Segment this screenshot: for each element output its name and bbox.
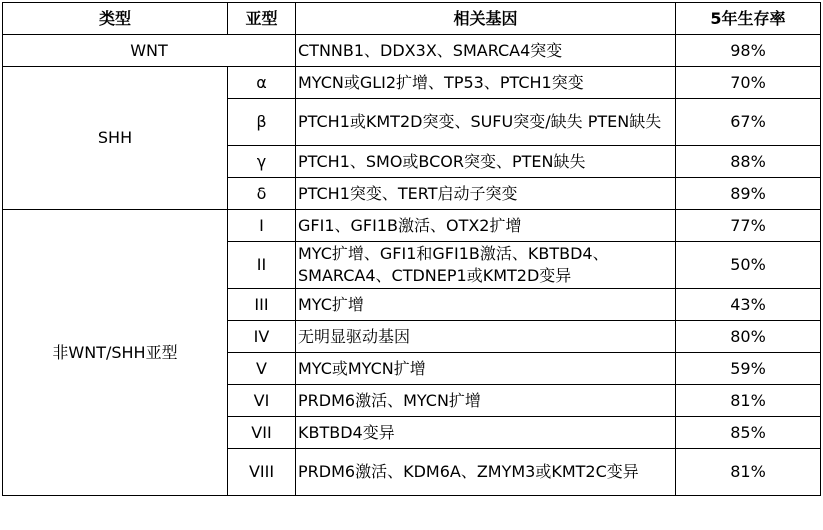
genes-cell: PTCH1或KMT2D突变、SUFU突变/缺失 PTEN缺失 (296, 99, 676, 146)
table-container (2, 2, 821, 496)
genes-cell: PTCH1突变、TERT启动子突变 (296, 178, 676, 210)
subtype-cell: VI (228, 385, 296, 417)
survival-cell: 70% (676, 67, 821, 99)
subtype-cell: I (228, 210, 296, 242)
header-type: 类型 (3, 3, 228, 35)
genes-cell: GFI1、GFI1B激活、OTX2扩增 (296, 210, 676, 242)
genes-cell: 无明显驱动基因 (296, 321, 676, 353)
subtype-cell: β (228, 99, 296, 146)
genes-cell: PRDM6激活、KDM6A、ZMYM3或KMT2C变异 (296, 449, 676, 496)
genes-cell: CTNNB1、DDX3X、SMARCA4突变 (296, 35, 676, 67)
survival-cell: 98% (676, 35, 821, 67)
header-subtype: 亚型 (228, 3, 296, 35)
header-survival: 5年生存率 (676, 3, 821, 35)
genes-cell: MYC或MYCN扩增 (296, 353, 676, 385)
subtype-cell: α (228, 67, 296, 99)
subtype-cell: II (228, 242, 296, 289)
type-cell: 非WNT/SHH亚型 (3, 210, 228, 496)
table-row (3, 210, 821, 242)
subtype-cell: δ (228, 178, 296, 210)
table-row (3, 35, 821, 67)
type-cell: SHH (3, 67, 228, 210)
genes-cell: KBTBD4变异 (296, 417, 676, 449)
subtype-cell: IV (228, 321, 296, 353)
survival-cell: 80% (676, 321, 821, 353)
survival-cell: 81% (676, 385, 821, 417)
header-row (3, 3, 821, 35)
survival-cell: 43% (676, 289, 821, 321)
genes-cell: MYC扩增 (296, 289, 676, 321)
survival-cell: 89% (676, 178, 821, 210)
medulloblastoma-subtype-table (2, 2, 821, 496)
genes-cell: PRDM6激活、MYCN扩增 (296, 385, 676, 417)
survival-cell: 67% (676, 99, 821, 146)
subtype-cell: γ (228, 146, 296, 178)
survival-cell: 59% (676, 353, 821, 385)
survival-cell: 85% (676, 417, 821, 449)
subtype-cell: III (228, 289, 296, 321)
type-cell: WNT (3, 35, 296, 67)
survival-cell: 50% (676, 242, 821, 289)
table-row (3, 67, 821, 99)
genes-cell: PTCH1、SMO或BCOR突变、PTEN缺失 (296, 146, 676, 178)
subtype-cell: VII (228, 417, 296, 449)
subtype-cell: VIII (228, 449, 296, 496)
header-genes: 相关基因 (296, 3, 676, 35)
genes-cell: MYC扩增、GFI1和GFI1B激活、KBTBD4、SMARCA4、CTDNEP1或KMT2D变异 (296, 242, 676, 289)
survival-cell: 88% (676, 146, 821, 178)
subtype-cell: V (228, 353, 296, 385)
survival-cell: 81% (676, 449, 821, 496)
genes-cell: MYCN或GLI2扩增、TP53、PTCH1突变 (296, 67, 676, 99)
survival-cell: 77% (676, 210, 821, 242)
